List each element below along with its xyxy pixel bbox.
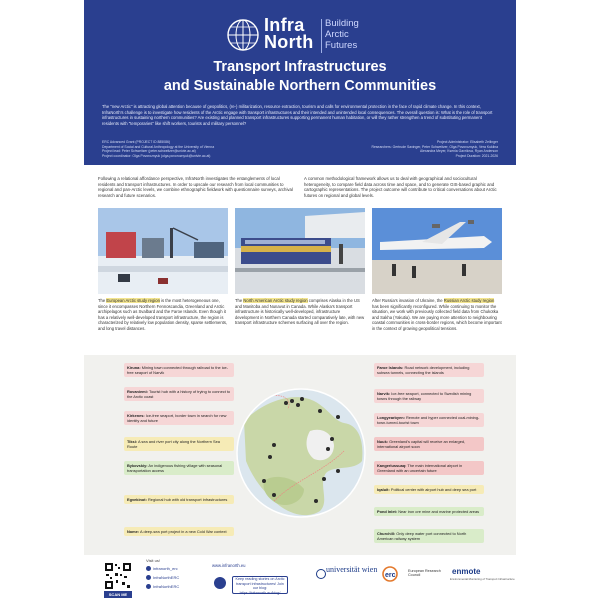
callout-rovaniemi [124, 387, 234, 401]
pin-narvik[interactable] [290, 399, 294, 403]
callout-pond-inlet [374, 507, 484, 516]
qr-code-icon[interactable] [104, 562, 132, 590]
callout-egvekinot [124, 495, 234, 504]
caption-pre: After Russia's invasion of Ukraine, the [372, 298, 444, 303]
callout-churchill [374, 529, 484, 543]
erc-logo-icon [382, 566, 406, 582]
project-info-line: Department of Social and Cultural Anthropology at the University of Vienna [102, 144, 215, 149]
telegram-icon [214, 577, 226, 589]
svg-text:erc: erc [385, 572, 396, 579]
caption-north-american-region [235, 298, 365, 326]
poster-footer [84, 556, 516, 600]
pin-nuuk[interactable] [330, 437, 334, 441]
pin-iqaluit[interactable] [336, 469, 340, 473]
train-image [235, 208, 365, 294]
callout-place: Nuuk: [377, 439, 389, 444]
callout-place: Bykovskiy: [127, 463, 148, 468]
region-highlight: European Arctic study region [106, 298, 160, 303]
caption-post: comprises Alaska in the US and Manitoba and Nunavut in Canada. While Alaska's transport infrastructure is historically well-developed, infrastructure development in Northern Canada started comparatively late, with new transport infrastructure schemes surfacing all over the region. [235, 298, 365, 326]
callout-text: A deep-sea port project in a new Cold War context [139, 529, 227, 534]
caption-russian-region [372, 298, 502, 332]
callout-place: Pond Inlet: [377, 509, 398, 514]
photo-harbor [98, 208, 228, 294]
callout-kiruna [124, 363, 234, 377]
logo-word-infra: Infra [264, 15, 305, 35]
project-team-line: Alexandra Meyer, Ksenia Gavrilova, Ryan Anderson [419, 149, 498, 153]
pin-longyearbyen[interactable] [318, 409, 322, 413]
callout-text: Political center with airport hub and deep sea port [390, 487, 477, 492]
region-highlight: North American Arctic study region [243, 298, 308, 303]
callout-text: Near iron ore mine and marine protected areas [398, 509, 480, 514]
title-line-2: and Sustainable Northern Communities [163, 78, 437, 94]
enmote-logo: enmote [452, 567, 481, 576]
pin-churchill[interactable] [314, 499, 318, 503]
intro-left: Following a relational affordance perspective, InfraNorth investigates the entanglements of local residents and transport infrastructures. In order to upscale our research from local communities to regional and pan-Arctic levels, we combine ethnographic fieldwork with questionnaire surveys, archival research and future scenarios. [98, 176, 293, 199]
photo-train [235, 208, 365, 294]
twitter-link[interactable] [146, 575, 179, 580]
region-highlight: Russian Arctic study region [443, 298, 495, 303]
callout-kirkenes [124, 411, 234, 425]
callout-text: Regional hub with old transport infrastructures [147, 497, 228, 502]
project-team-line: Project Administrator: Elisabeth Zeilinger [436, 140, 498, 144]
pin-kangerlussuaq[interactable] [326, 447, 330, 451]
callout-place: Kiruna: [127, 365, 141, 370]
twitter-icon [146, 575, 151, 580]
callout-iqaluit [374, 485, 484, 494]
photo-airplane [372, 208, 502, 294]
callout-text: Mining town connected through railroad to the ice-free seaport of Narvik [127, 365, 229, 375]
poster [84, 0, 516, 600]
pin-tiksi[interactable] [272, 443, 276, 447]
social-handle: infranorth_erc [153, 566, 178, 571]
poster-header [84, 0, 516, 165]
social-handle: InfraNorthERC [153, 584, 180, 589]
poster-title [84, 58, 516, 96]
caption-european-region [98, 298, 228, 332]
university-vienna-logo: universität wien [326, 565, 378, 574]
infranorth-logo [226, 16, 374, 58]
blog-callout[interactable]: Keep reading stories on Arctic transport infrastructures! Join our blog: https://infranorth.eu/blog/ [232, 576, 288, 594]
arctic-map [234, 361, 368, 546]
caption-post: has been significantly reconfigured. While continuing to monitor the situation, we work with previously collected field data from Chukotka and Sakha (Yakutia). We are paying more attention to neighbouring coastal communities in cross-border regions, which become important in the context of growing geopolitical tensions. [372, 303, 502, 331]
callout-text: The main international airport in Greenland with an uncertain future [377, 463, 463, 473]
pin-bykovskiy[interactable] [268, 455, 272, 459]
pin-rovaniemi[interactable] [296, 403, 300, 407]
project-team-line: Researchers: Gertrude Saxinger, Peter Schweitzer, Olga Povoroznyuk, Vera Kuklina [371, 144, 498, 149]
callout-place: Churchill: [377, 531, 396, 536]
callout-longyearbyen [374, 413, 484, 427]
title-line-1: Transport Infrastructures [213, 59, 387, 75]
callout-text: Ice-free seaport, connected to Swedish mining towns through the railway [377, 391, 472, 401]
callout-place: Iqaluit: [377, 487, 390, 492]
harbor-image [98, 208, 228, 294]
pin-kirkenes[interactable] [300, 397, 304, 401]
university-seal-icon [316, 569, 326, 579]
callout-place: Tiksi: [127, 439, 138, 444]
enmote-subtitle: Environmental Monitoring of Transport Infrastructure [450, 577, 515, 581]
logo-tag-building: Building [325, 18, 359, 29]
project-info-line: Project lead: Peter Schweitzer (peter.schweitzer@univie.ac.at) [102, 149, 196, 153]
social-handle: InfraNorthERC [153, 575, 180, 580]
pin-nome[interactable] [272, 493, 276, 497]
airplane-image [372, 208, 502, 294]
callout-place: Longyearbyen: [377, 415, 405, 420]
facebook-icon [146, 584, 151, 589]
project-info-line: ERC Advanced Grant (PROJECT ID 885086) [102, 140, 170, 144]
callout-place: Faroe Islands: [377, 365, 404, 370]
facebook-link[interactable] [146, 584, 179, 589]
callout-place: Nome: [127, 529, 140, 534]
callout-place: Rovaniemi: [127, 389, 148, 394]
intro-right: A common methodological framework allows us to deal with geographical and sociocultural heterogeneity, to compare field data across time and space, and to generate GIS-based graphic and cartographic representations. The project outcome will contribute to critical conversations about Arctic futures on regional and global levels. [304, 176, 497, 199]
callout-text: Tourist hub with a history of trying to connect to the Arctic coast [127, 389, 231, 399]
logo-word-north: North [264, 32, 314, 52]
logo-tagline [325, 18, 359, 51]
logo-tag-arctic: Arctic [325, 29, 349, 40]
callout-text: Road network development, including subsea tunnels, connecting the islands [377, 365, 470, 375]
callout-nuuk [374, 437, 484, 451]
logo-divider [321, 19, 322, 53]
callout-narvik [374, 389, 484, 403]
caption-pre: The [98, 298, 107, 303]
project-team-line: Project Duration: 2021-2026 [455, 153, 498, 158]
logo-wordmark [264, 17, 314, 51]
pin-faroe-islands[interactable] [336, 415, 340, 419]
project-info-line: Project coordinator: Olga Povoroznyuk (olga.povoroznyuk@univie.ac.at) [102, 153, 211, 158]
caption-post: is the most heterogeneous one, since it encompasses Northern Fennoscandia, Greenland and Arctic archipelagos such as Svalbard and the Faroe Islands. Even though it has a relatively well-developed transport infrastructure, the region is characterized by relatively low population density, sparse settlements, and long travel distances. [98, 298, 228, 331]
callout-place: Narvik: [377, 391, 391, 396]
callout-tiksi [124, 437, 234, 451]
callout-text: Only deep water port connected to North American railway system [377, 531, 467, 541]
logo-tag-futures: Futures [325, 40, 358, 51]
erc-name: European Research Council [408, 569, 441, 578]
callout-faroe-islands [374, 363, 484, 377]
callout-place: Egvekinot: [127, 497, 147, 502]
instagram-link[interactable] [146, 566, 178, 571]
callout-text: An indigenous fishing village with seasonal transportation access [127, 463, 223, 473]
pin-pond-inlet[interactable] [322, 477, 326, 481]
scan-me-label: SCAN ME [104, 591, 132, 598]
visit-us-label: Visit us! [146, 558, 160, 563]
callout-place: Kangerlussuaq: [377, 463, 407, 468]
globe-logo-icon [226, 18, 260, 52]
abstract-text: The "new Arctic" is attracting global attention because of geopolitics, (re-) militarization, resource extraction, tourism and calls for environmental protection in the face of rapid climate change. In this context, InfraNorth's challenge is to investigate how residents of the Arctic engage with transport infrastructures and their intended and unintended local consequences. The overall question is: What is the role of transport infrastructures in sustaining northern communities? Are existing and planned transport infrastructures supporting permanent human habitation, or will they rather strengthen a trend of substituting permanent residents with "temporaries" like shift workers, tourists and military personnel? [102, 104, 493, 126]
callout-kangerlussuaq [374, 461, 484, 475]
callout-text: Greenland's capital will receive an enlarged, international airport soon [377, 439, 466, 449]
project-info-left [102, 140, 292, 158]
pin-kiruna[interactable] [284, 401, 288, 405]
arctic-map-section [84, 355, 516, 555]
callout-bykovskiy [124, 461, 234, 475]
callout-text: Ice-free seaport, border town in search for new identity and future [127, 413, 227, 423]
pin-egvekinot[interactable] [262, 479, 266, 483]
callout-text: Remote and hyper connected coal-mining-town-turned-tourist town [377, 415, 480, 425]
caption-pre: The [235, 298, 244, 303]
project-info-right [316, 140, 498, 158]
callout-nome [124, 527, 234, 536]
website-link[interactable]: www.infranorth.eu [212, 563, 246, 568]
callout-text: A sea and river port city along the Northern Sea Route [127, 439, 220, 449]
callout-place: Kirkenes: [127, 413, 145, 418]
instagram-icon [146, 566, 151, 571]
